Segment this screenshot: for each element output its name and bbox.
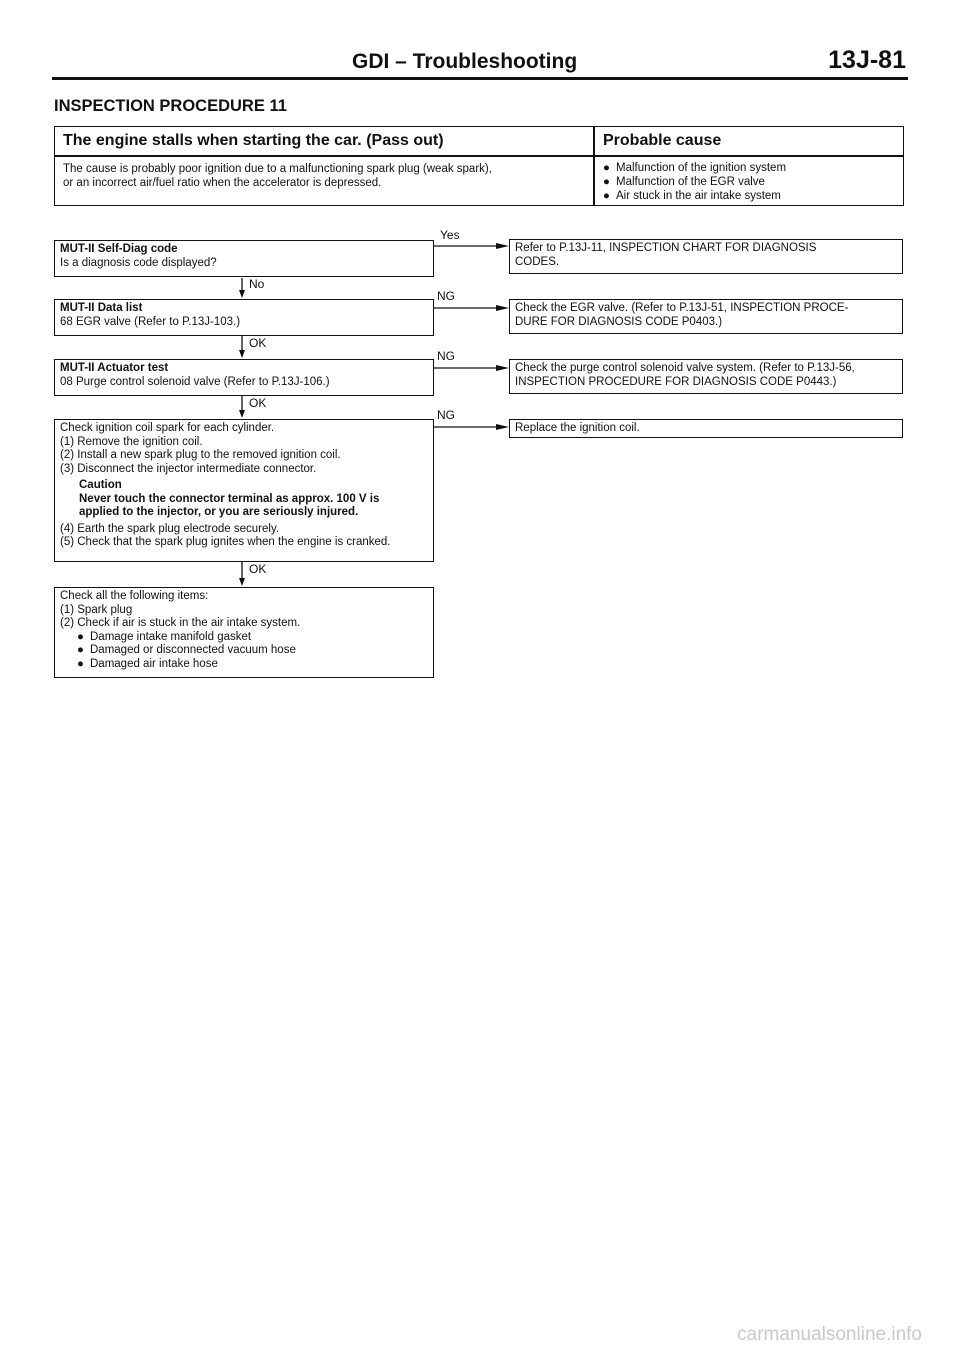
result-line: CODES. [515, 255, 560, 268]
cause-item: ● Malfunction of the ignition system [603, 162, 787, 174]
probable-cause-heading: Probable cause [603, 132, 722, 149]
bullet-item: ● Damaged air intake hose [77, 657, 218, 670]
result-line: Refer to P.13J-11, INSPECTION CHART FOR DIAGNOSIS [515, 242, 817, 254]
step-line: (2) Check if air is stuck in the air intake system. [60, 617, 301, 629]
bullet-icon: ● [77, 644, 84, 656]
bullet-item: ● Damage intake manifold gasket [77, 630, 252, 643]
ng-label: NG [437, 349, 455, 363]
ng-label: NG [437, 289, 455, 303]
cause-item: ● Air stuck in the air intake system [603, 190, 781, 202]
step-line: Check ignition coil spark for each cylinder. [60, 422, 275, 434]
arrow-right-icon [496, 424, 509, 430]
page-number: 13J-81 [828, 46, 906, 74]
result-line: Check the purge control solenoid valve system. (Refer to P.13J-56, [515, 362, 855, 374]
result-line: Replace the ignition coil. [515, 422, 640, 434]
caution-line: applied to the injector, or you are seriously injured. [79, 506, 359, 518]
step-text: Is a diagnosis code displayed? [60, 256, 217, 269]
result-line: Check the EGR valve. (Refer to P.13J-51, INSPECTION PROCE- [515, 302, 849, 314]
symptom-line: The cause is probably poor ignition due to a malfunctioning spark plug (weak spark), [63, 163, 492, 175]
procedure-title: INSPECTION PROCEDURE 11 [54, 97, 287, 115]
caution-line: Never touch the connector terminal as approx. 100 V is [79, 492, 380, 505]
ok-label: OK [249, 562, 267, 576]
step-actuator-test [54, 359, 434, 396]
yes-label: Yes [440, 228, 460, 242]
bullet-icon: ● [603, 190, 610, 202]
caution-title: Caution [79, 479, 122, 491]
bullet-item: ● Damaged or disconnected vacuum hose [77, 644, 296, 656]
page-header-title: GDI – Troubleshooting [352, 50, 578, 73]
step-line: (2) Install a new spark plug to the removed ignition coil. [60, 449, 341, 461]
result-check-purge-solenoid [509, 359, 903, 394]
step-line: Check all the following items: [60, 590, 209, 602]
result-check-egr-valve [509, 299, 903, 334]
step-line: (3) Disconnect the injector intermediate connector. [60, 462, 317, 475]
arrow-right-icon [496, 243, 509, 249]
step-text: 08 Purge control solenoid valve (Refer to P.13J-106.) [60, 375, 330, 388]
step-title: MUT-II Data list [60, 302, 143, 314]
bullet-icon: ● [603, 162, 610, 174]
step-data-list [54, 299, 434, 336]
result-line: INSPECTION PROCEDURE FOR DIAGNOSIS CODE P0443.) [515, 375, 837, 388]
symptom-heading: The engine stalls when starting the car. (Pass out) [63, 132, 444, 149]
step-line: (1) Spark plug [60, 603, 133, 616]
bullet-icon: ● [603, 176, 610, 188]
step-line: (1) Remove the ignition coil. [60, 435, 203, 448]
arrow-down-icon [239, 578, 245, 586]
result-line: DURE FOR DIAGNOSIS CODE P0403.) [515, 315, 723, 328]
step-self-diag-code [54, 240, 434, 277]
arrow-right-icon [496, 365, 509, 371]
step-check-ignition-spark [54, 419, 434, 562]
symptom-line: or an incorrect air/fuel ratio when the accelerator is depressed. [63, 177, 382, 189]
step-text: 68 EGR valve (Refer to P.13J-103.) [60, 315, 241, 328]
watermark-text: carmanualsonline.info [737, 1324, 922, 1345]
ok-label: OK [249, 336, 267, 350]
bullet-icon: ● [77, 630, 84, 643]
step-line: (4) Earth the spark plug electrode securely. [60, 522, 280, 535]
arrow-down-icon [239, 290, 245, 298]
bullet-icon: ● [77, 657, 84, 670]
ng-label: NG [437, 408, 455, 422]
step-title: MUT-II Actuator test [60, 362, 169, 374]
step-check-items [54, 587, 434, 678]
cause-item: ● Malfunction of the EGR valve [603, 176, 765, 188]
arrow-down-icon [239, 350, 245, 358]
step-line: (5) Check that the spark plug ignites when the engine is cranked. [60, 536, 391, 548]
no-label: No [249, 277, 265, 291]
result-diagnosis-chart [509, 239, 903, 274]
result-replace-ignition-coil [509, 419, 903, 438]
arrow-right-icon [496, 305, 509, 311]
step-title: MUT-II Self-Diag code [60, 243, 178, 255]
arrow-down-icon [239, 410, 245, 418]
ok-label: OK [249, 396, 267, 410]
